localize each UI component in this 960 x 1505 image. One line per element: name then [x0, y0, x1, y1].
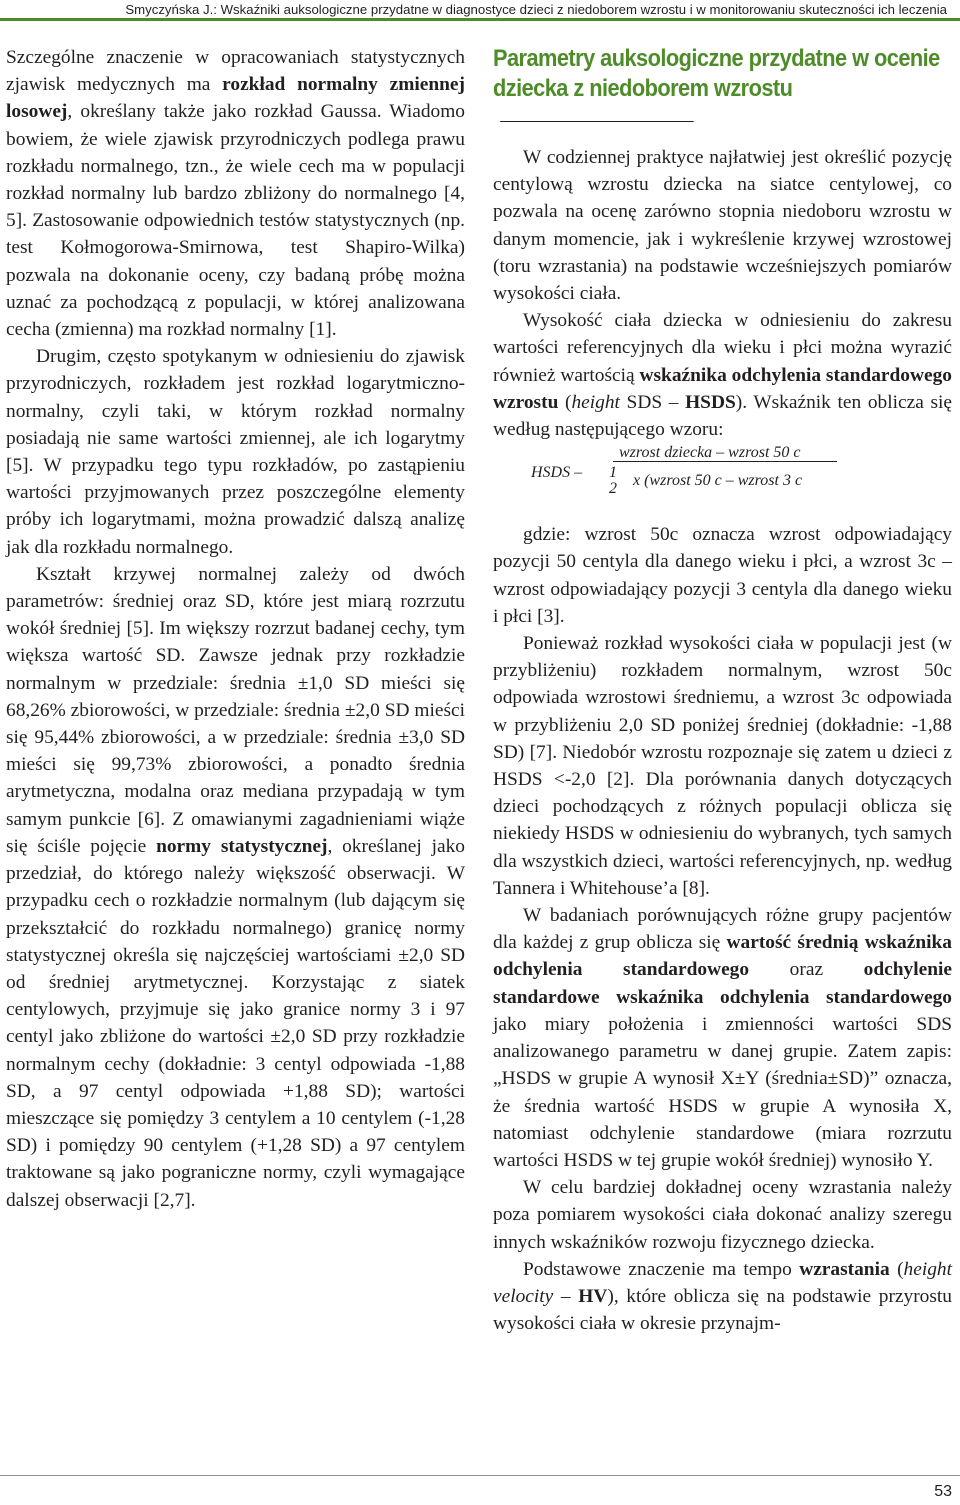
bold-term-growth-rate: wzrastania — [799, 1258, 890, 1280]
footer-rule — [0, 1475, 960, 1476]
page-number: 53 — [934, 1483, 952, 1500]
text-span: , określany także jako rozkład Gaussa. Wiadomo bowiem, że wiele zjawisk przyrodniczych podlega prawu rozkładu normalnego, tzn., że wiele cech ma w populacji rozkład normalny lub bardzo zbliżony do normalnego [4, 5]. Zastosowanie odpowiednich testów statystycznych (np. test Kołmogorowa-Smirnowa, test Shapiro-Wilka) pozwala na dokonanie oceny, czy badaną próbę można uznać za pochodzącą z populacji, w której analizowana cecha (zmienna) ma rozkład normalny [1]. — [6, 101, 465, 341]
paragraph-group-comparison — [493, 902, 952, 1174]
text-span: Szczególne znaczenie w opracowaniach statystycznych zjawisk medycznych ma — [6, 47, 465, 96]
section-title-text: Parametry auksologiczne przydatne w ocenie dziecka z niedoborem wzrostu — [493, 45, 940, 102]
left-column — [6, 44, 465, 1214]
paragraph-height-velocity — [493, 1256, 952, 1338]
section-title — [493, 44, 952, 134]
text-span: W badaniach porównujących różne grupy pacjentów dla każdej z grup oblicza się — [493, 905, 952, 954]
running-head — [0, 0, 960, 20]
text-span: jako miary położenia i zmienności wartości SDS analizowanego parametru w danej grupie. Zatem zapis: „HSDS w grupie A wynosił X±Y (średnia±SD)” oznacza, że średnia wartość HSDS w grupie A wynosiła X, natomiast odchylenie standardowe (miara rozrzutu wartości HSDS w tej grupie wokół średniej) wynosiło Y. — [493, 1013, 952, 1171]
formula-fraction-bar — [613, 461, 837, 462]
text-span: ), które oblicza się na podstawie przyrostu wysokości ciała w okresie przynajm- — [493, 1285, 952, 1335]
paragraph-growth-assessment: W celu bardziej dokładnej oceny wzrastania należy poza pomiarem wysokości ciała dokonać analizy szeregu innych wskaźników rozwoju fizycznego dziecka. — [493, 1177, 952, 1253]
text-span: oraz — [749, 959, 864, 981]
paragraph-normal-distribution — [6, 44, 465, 343]
italic-term: height — [571, 391, 620, 413]
text-span: , określanej jako przedział, do którego należy większość obserwacji. W przypadku cech o rozkładzie normalnym (lub dającym się przekształcić do rozkładu normalnego) granicę normy statystycznej określa się najczęściej wartościami ±2,0 SD od średniej arytmetycznej. Korzystając z siatek centylowych, przyjmuje się jako granice normy 3 i 97 centyl jako zbliżone do wartości ±2,0 SD przy rozkładzie normalnym cechy (dokładnie: 3 centyl odpowiada -1,88 SD, a 97 centyl odpowiada +1,88 SD); wartości mieszczące się pomiędzy 3 centylem a 10 centylem (-1,28 SD) i pomiędzy 90 centylem (+1,28 SD) a 97 centylem traktowane są jako pograniczne normy, czyli wymagające dalszej obserwacji [2,7]. — [6, 835, 465, 1211]
text-span: SDS – — [619, 391, 686, 413]
paragraph-log-normal: Drugim, często spotykanym w odniesieniu do zjawisk przyrodniczych, rozkładem jest rozkład logarytmiczno-normalny, czyli taki, w którym rozkład normalny posiadają nie same wartości zmiennej, ale ich logarytmy [5]. W przypadku tego typu rozkładów, po zastąpieniu wartości przyjmowanych przez poszczególne elementy próby ich logarytmami, można prowadzić dalszą analizę jak dla rozkładu normalnego. — [6, 346, 465, 558]
text-span: ( — [889, 1258, 904, 1280]
bold-term-normal-distribution: rozkład normalny zmiennej losowej — [6, 74, 465, 123]
text-span: Wysokość ciała dziecka w odniesieniu do zakresu wartości referencyjnych dla wieku i płci można wyrazić również wartością — [493, 310, 952, 386]
bold-term-hsds: wskaźnika odchylenia standardowego wzrostu — [493, 364, 952, 413]
italic-term-height-velocity: height velocity — [493, 1258, 952, 1307]
bold-abbrev-hsds: HSDS — [685, 391, 736, 413]
header-green-rule — [0, 18, 960, 21]
bold-term-mean-sds: wartość średnią wskaźnika odchylenia standardowego — [493, 932, 953, 981]
text-span: – — [553, 1285, 579, 1307]
paragraph-hsds-intro — [493, 307, 952, 443]
bold-term-sd-sds: odchylenie standardowe wskaźnika odchylenia standardowego — [493, 959, 952, 1008]
formula-half — [609, 465, 617, 497]
right-column — [493, 44, 952, 1337]
hsds-formula — [493, 445, 952, 517]
bold-abbrev-hv: HV — [578, 1285, 608, 1307]
formula-half-denominator: 2 — [609, 480, 617, 498]
paragraph-height-distribution: Ponieważ rozkład wysokości ciała w populacji jest (w przybliżeniu) rozkładem normalnym, wzrost 50c odpowiada wzrostowi średniemu, a wzrost 3c odpowiada w przybliżeniu 2,0 SD poniżej średniej (dokładnie: -1,88 SD) [7]. Niedobór wzrostu rozpoznaje się zatem u dzieci z HSDS <-2,0 [2]. Dla porównania danych dotyczących dzieci pochodzących z różnych populacji oblicza się niekiedy HSDS w odniesieniu do wybranych, tych samych dla wszystkich dzieci, wartości referencyjnych, np. według Tannera i Whitehouse’a [8]. — [493, 633, 952, 899]
formula-numerator: wzrost dziecka – wzrost 50 c — [619, 444, 801, 462]
formula-denominator: x (wzrost 50 c – wzrost 3 c — [633, 472, 803, 490]
running-head-text: Smyczyńska J.: Wskaźniki auksologiczne przydatne w diagnostyce dzieci z niedoborem wzrostu i w monitorowaniu skuteczności ich leczenia — [125, 2, 947, 17]
text-span: Kształt krzywej normalnej zależy od dwóch parametrów: średniej oraz SD, które jest miarą rozrzutu wokół średniej [5]. Im większy rozrzut badanej cechy, tym większa wartość SD. Zawsze jednak przy rozkładzie normalnym w przedziale: średnia ±1,0 SD mieści się 68,26% zbiorowości, w przedziale: średnia ±2,0 SD mieści się 95,44% zbiorowości, a w przedziale: średnia ±3,0 SD mieści się 99,73% zbiorowości, a ponadto średnia arytmetyczna, modalna oraz mediana przypadają w tym samym punkcie [6]. Z omawianymi zagadnieniami wiąże się ściśle pojęcie — [6, 563, 465, 857]
section-title-rule — [500, 121, 694, 122]
paragraph-where: gdzie: wzrost 50c oznacza wzrost odpowiadający pozycji 50 centyla dla danego wieku i płci, a wzrost 3c – wzrost odpowiadający pozycji 3 centyla dla danego wieku i płci [3]. — [493, 524, 952, 627]
text-span: ( — [558, 391, 572, 413]
formula-half-numerator: 1 — [609, 464, 617, 482]
bold-term-statistical-norm: normy statystycznej — [156, 835, 328, 857]
paragraph-normal-curve — [6, 561, 465, 1214]
text-span: Podstawowe znaczenie ma tempo — [523, 1258, 800, 1280]
text-span: ). Wskaźnik ten oblicza się według następującego wzoru: — [493, 391, 952, 441]
paragraph-centile-position: W codziennej praktyce najłatwiej jest określić pozycję centylową wzrostu dziecka na siatce centylowej, co pozwala na ocenę zarówno stopnia niedoboru wzrostu w danym momencie, jak i wykreślenie krzywej wzrostowej (toru wzrastania) na podstawie wcześniejszych pomiarów wysokości ciała. — [493, 147, 952, 305]
formula-lhs: HSDS – — [531, 464, 583, 482]
